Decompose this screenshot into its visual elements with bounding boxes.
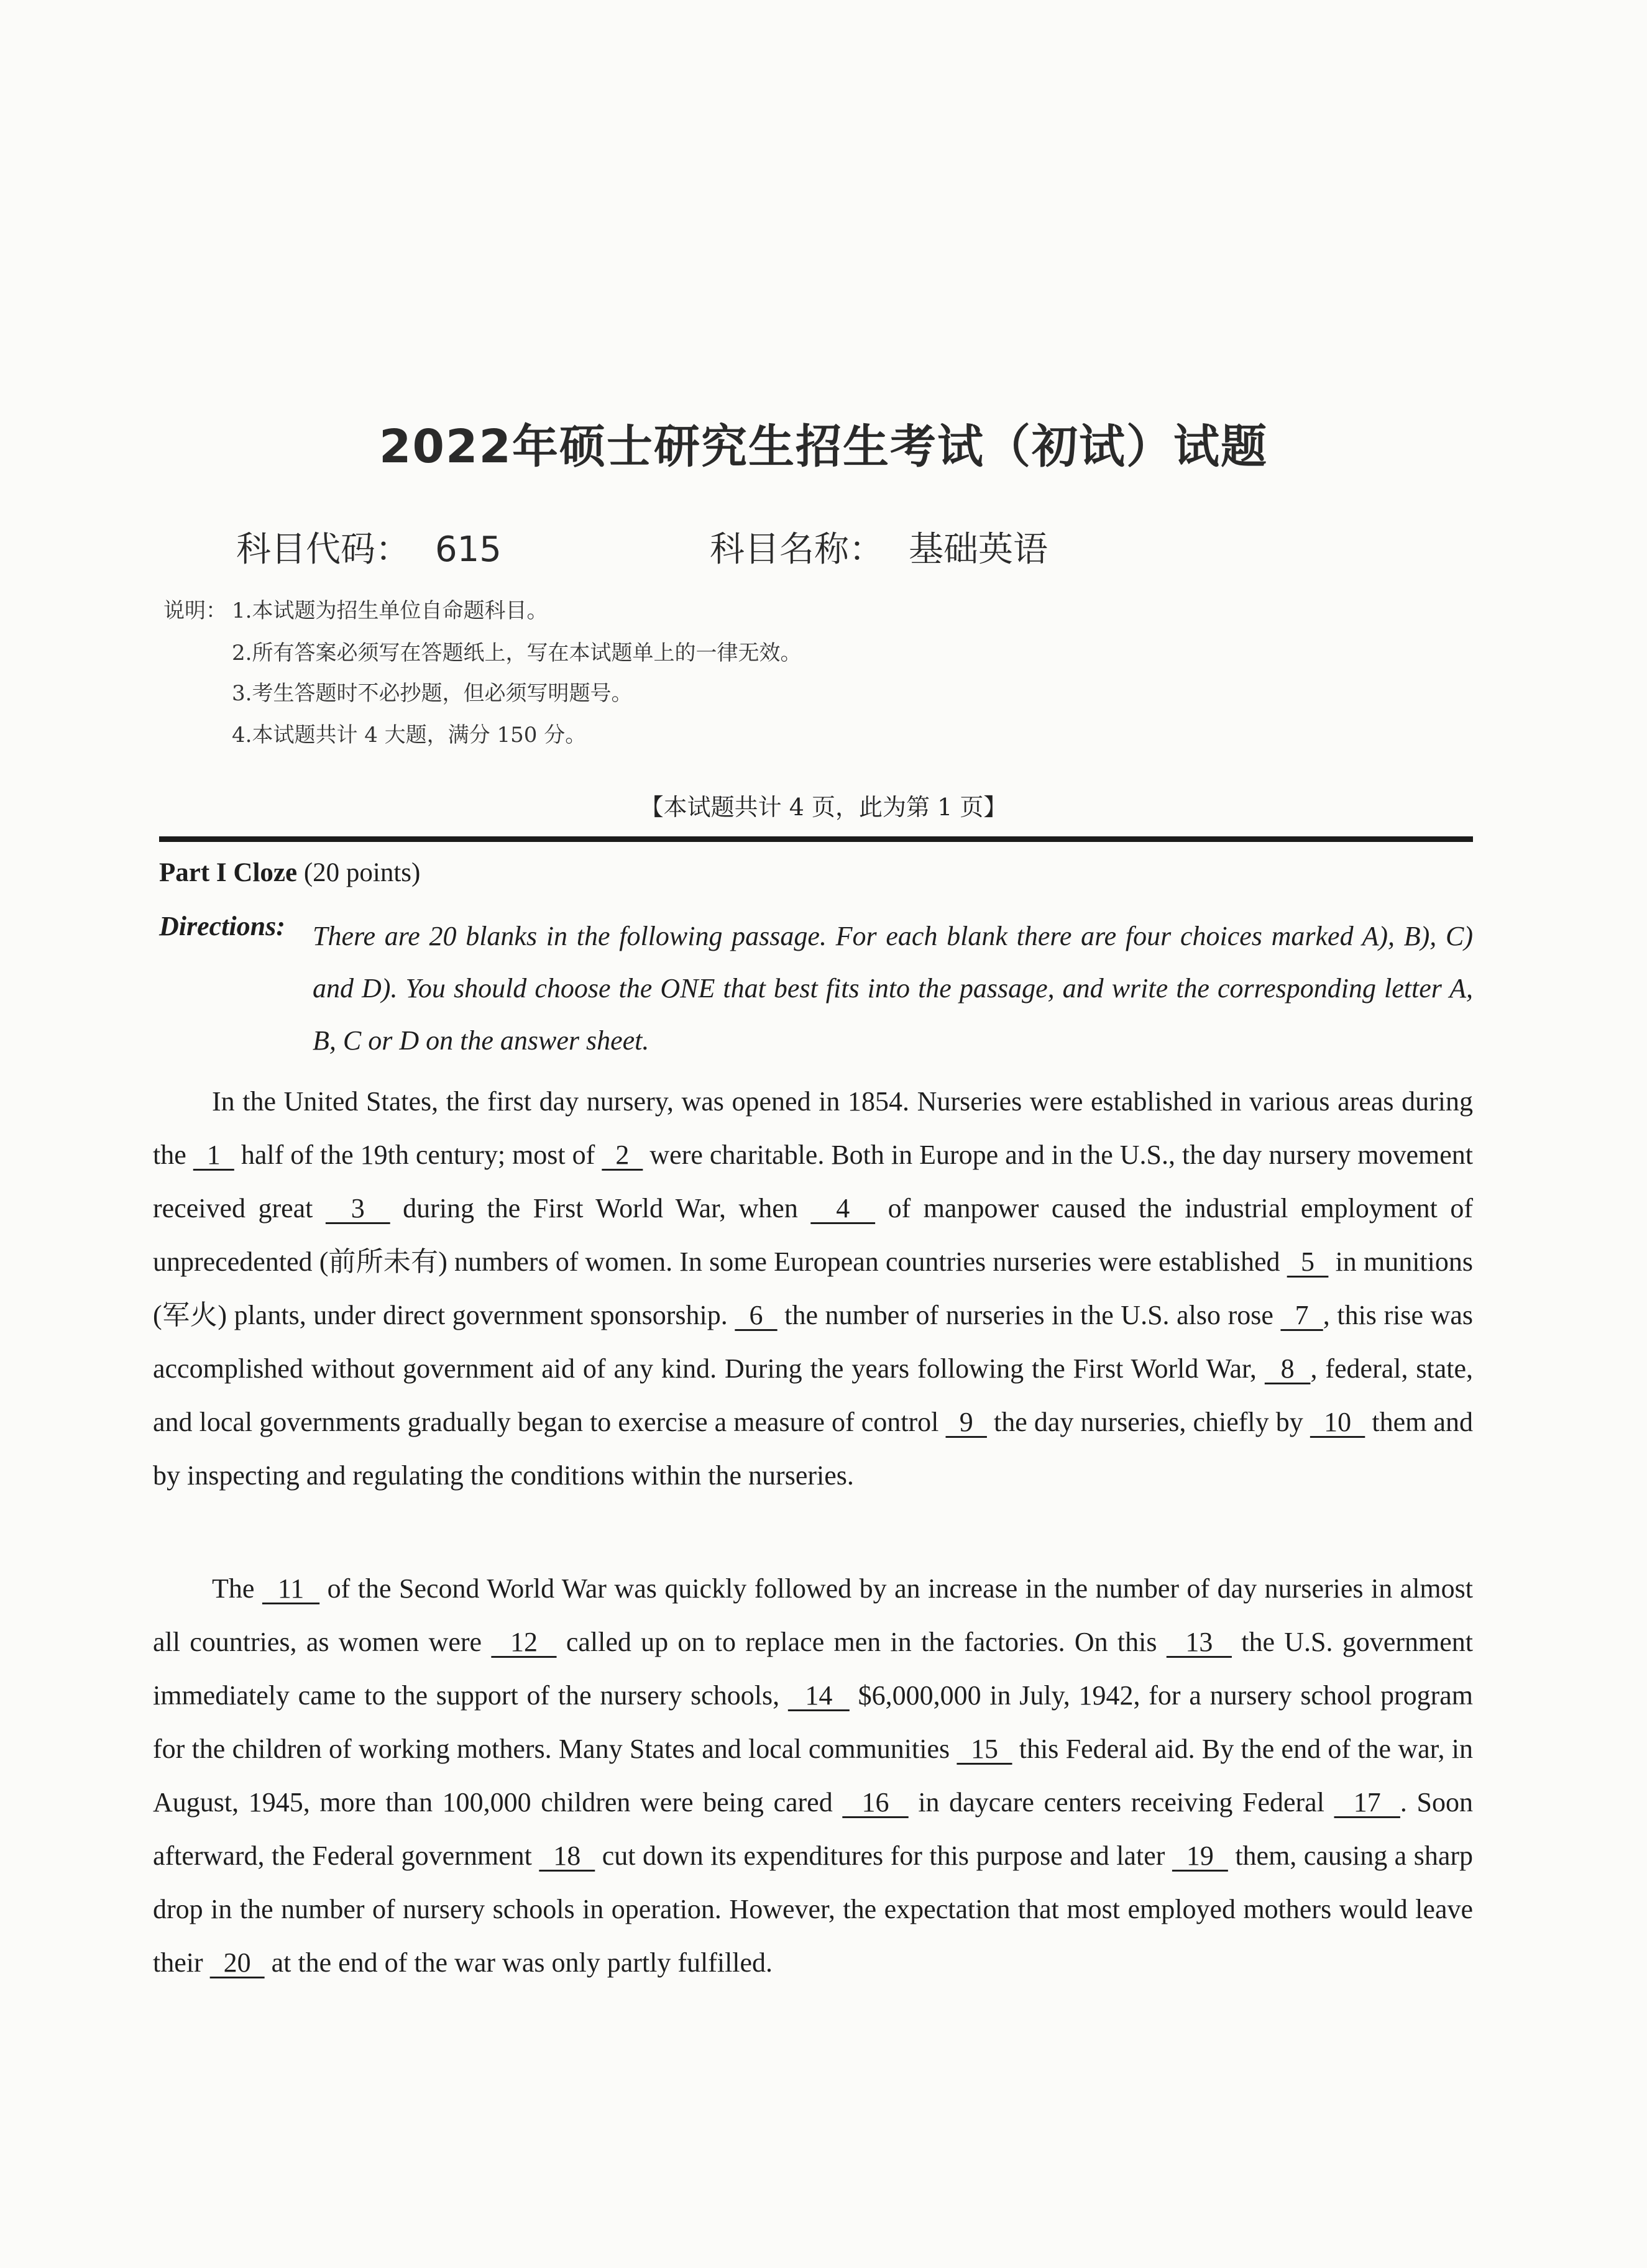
subject-code-value: 615 bbox=[435, 529, 502, 570]
cloze-blank-14: 14 bbox=[787, 1680, 850, 1711]
passage-text: The bbox=[212, 1573, 262, 1604]
subject-code-label: 科目代码： bbox=[236, 529, 410, 570]
directions-text: There are 20 blanks in the following passage. For each blank there are four choices marked A), B), C) and D). You should choose the ONE that best fits into the passage, and write the corresponding letter A, B, C or D on the answer sheet. bbox=[313, 921, 1473, 1056]
page-indicator: 【本试题共计 4 页，此为第 1 页】 bbox=[640, 793, 1007, 821]
passage-text: half of the 19th century; most of bbox=[234, 1140, 602, 1170]
subject-name bbox=[710, 522, 1048, 572]
cloze-blank-13: 13 bbox=[1166, 1627, 1232, 1657]
passage-text: called up on to replace men in the factories. On this bbox=[556, 1627, 1167, 1657]
passage-text: of the Second World War was quickly followed by an increase in the number of day nurseries in almost all countries, as women were bbox=[153, 1573, 1473, 1657]
cloze-blank-12: 12 bbox=[491, 1627, 557, 1657]
subject-name-value: 基础英语 bbox=[909, 529, 1048, 570]
cloze-blank-15: 15 bbox=[957, 1734, 1012, 1764]
note-item: 2.所有答案必须写在答题纸上，写在本试题单上的一律无效。 bbox=[232, 641, 802, 665]
passage-text: during the First World War, when bbox=[390, 1193, 811, 1223]
passage-text: in daycare centers receiving Federal bbox=[908, 1787, 1334, 1818]
passage-text: , this rise was accomplished without government aid of any kind. During the years following the First World War, bbox=[153, 1300, 1474, 1384]
divider bbox=[159, 836, 1473, 842]
cloze-blank-6: 6 bbox=[735, 1300, 778, 1330]
passage-text: $6,000,000 in July, 1942, for a nursery school program for the children of working mothers. Many States and local communities bbox=[153, 1680, 1474, 1764]
note-item: 4.本试题共计 4 大题，满分 150 分。 bbox=[232, 723, 587, 748]
cloze-blank-18: 18 bbox=[539, 1840, 595, 1871]
cloze-blank-1: 1 bbox=[193, 1140, 234, 1170]
passage-text: were charitable. Both in Europe and in the U.S., the day nursery movement received great bbox=[153, 1140, 1474, 1223]
passage-paragraph bbox=[153, 1562, 1473, 1990]
passage-text: the day nurseries, chiefly by bbox=[986, 1407, 1310, 1437]
passage-text: in munitions (军火) plants, under direct government sponsorship. bbox=[153, 1246, 1473, 1330]
part-heading bbox=[159, 857, 420, 888]
note-item: 1.本试题为招生单位自命题科目。 bbox=[232, 598, 548, 623]
cloze-blank-7: 7 bbox=[1280, 1300, 1323, 1330]
passage-text: at the end of the war was only partly fulfilled. bbox=[264, 1947, 773, 1978]
passage-text: . Soon afterward, the Federal government bbox=[153, 1787, 1473, 1871]
cloze-blank-20: 20 bbox=[209, 1947, 265, 1978]
passage-text: this Federal aid. By the end of the war, in August, 1945, more than 100,000 children were being cared bbox=[153, 1734, 1474, 1818]
part-title: Part I Cloze bbox=[159, 858, 298, 887]
notes-label: 说明： bbox=[163, 598, 227, 623]
cloze-blank-2: 2 bbox=[602, 1140, 643, 1170]
subject-code bbox=[236, 522, 502, 572]
note-item: 3.考生答题时不必抄题，但必须写明题号。 bbox=[232, 681, 633, 706]
cloze-blank-4: 4 bbox=[810, 1193, 876, 1223]
passage-text: of manpower caused the industrial employment of unprecedented (前所未有) numbers of women. In some European countries nurseries were established bbox=[153, 1193, 1473, 1277]
exam-title: 2022年硕士研究生招生考试（初试）试题 bbox=[379, 420, 1268, 473]
cloze-blank-16: 16 bbox=[842, 1787, 909, 1818]
passage-text: the number of nurseries in the U.S. also rose bbox=[777, 1300, 1281, 1330]
cloze-blank-19: 19 bbox=[1172, 1840, 1228, 1871]
cloze-blank-11: 11 bbox=[262, 1573, 320, 1604]
part-points: (20 points) bbox=[303, 858, 421, 887]
passage-text: them, causing a sharp drop in the number of nursery schools in operation. However, the expectation that most employed mothers would leave their bbox=[153, 1840, 1473, 1978]
directions-label: Directions: bbox=[159, 911, 285, 941]
passage-text: cut down its expenditures for this purpose and later bbox=[595, 1840, 1172, 1871]
passage-text: , federal, state, and local governments gradually began to exercise a measure of control bbox=[153, 1353, 1474, 1437]
passage-text: the U.S. government immediately came to the support of the nursery schools, bbox=[153, 1627, 1473, 1711]
cloze-blank-3: 3 bbox=[325, 1193, 390, 1223]
subject-name-label: 科目名称： bbox=[710, 529, 884, 570]
passage-paragraph bbox=[153, 1075, 1473, 1502]
cloze-blank-5: 5 bbox=[1287, 1246, 1329, 1277]
cloze-blank-9: 9 bbox=[945, 1407, 987, 1437]
cloze-blank-17: 17 bbox=[1334, 1787, 1400, 1818]
cloze-blank-10: 10 bbox=[1310, 1407, 1365, 1437]
cloze-blank-8: 8 bbox=[1264, 1353, 1311, 1384]
passage-text: In the United States, the first day nursery, was opened in 1854. Nurseries were established in various areas during the bbox=[153, 1086, 1473, 1170]
passage-text: them and by inspecting and regulating the conditions within the nurseries. bbox=[153, 1407, 1474, 1491]
